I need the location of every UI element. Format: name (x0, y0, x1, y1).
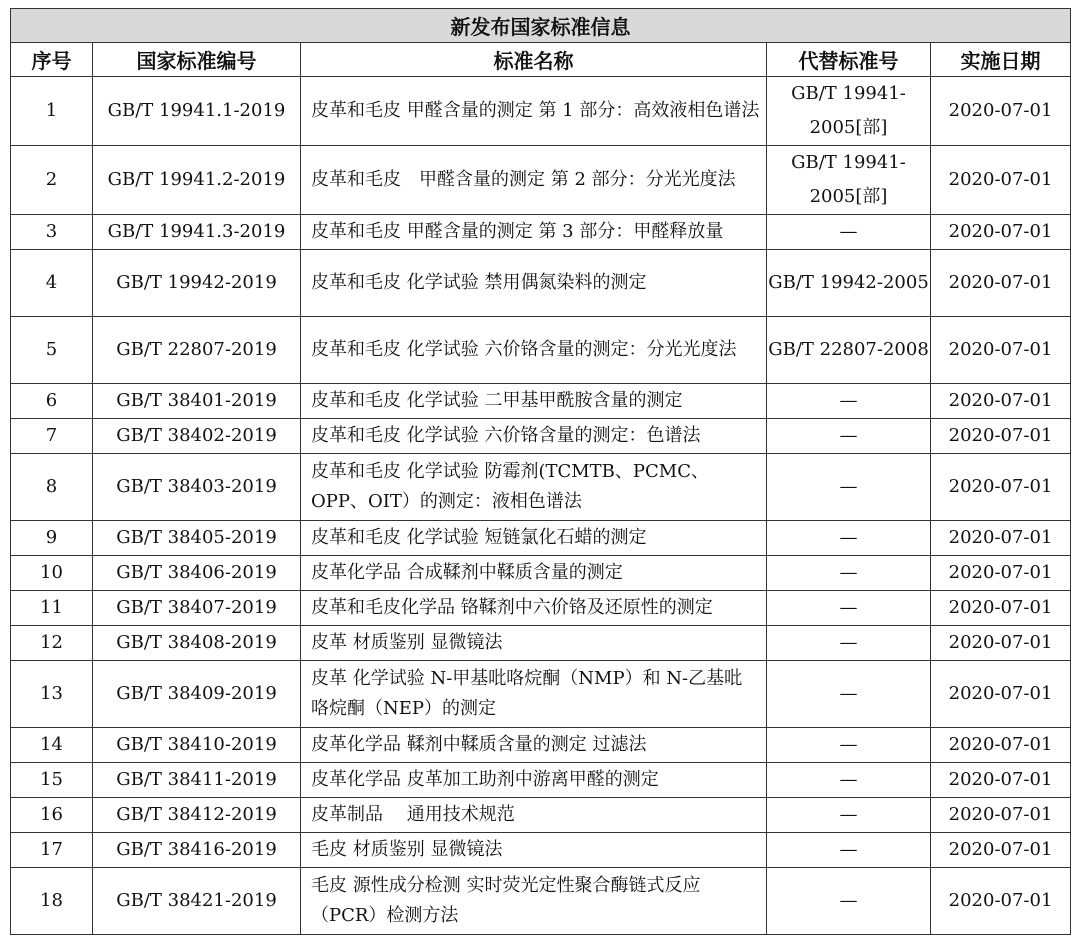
cell-date: 2020-07-01 (931, 215, 1071, 250)
cell-date: 2020-07-01 (931, 384, 1071, 419)
table-row (11, 763, 1071, 798)
table-row (11, 798, 1071, 833)
cell-code: GB/T 38409-2019 (93, 661, 301, 728)
cell-name: 皮革化学品 皮革加工助剂中游离甲醛的测定 (301, 763, 767, 798)
cell-date: 2020-07-01 (931, 798, 1071, 833)
cell-seq: 3 (11, 215, 93, 250)
cell-code: GB/T 38403-2019 (93, 454, 301, 521)
table-row (11, 556, 1071, 591)
cell-seq: 2 (11, 146, 93, 215)
cell-name: 皮革化学品 合成鞣剂中鞣质含量的测定 (301, 556, 767, 591)
table-row (11, 215, 1071, 250)
cell-date: 2020-07-01 (931, 833, 1071, 868)
table-row (11, 833, 1071, 868)
cell-code: GB/T 19941.1-2019 (93, 77, 301, 146)
cell-name: 皮革和毛皮 化学试验 六价铬含量的测定：分光光度法 (301, 317, 767, 384)
cell-date: 2020-07-01 (931, 626, 1071, 661)
cell-replace: GB/T 22807-2008 (767, 317, 931, 384)
cell-replace: — (767, 384, 931, 419)
cell-replace: — (767, 556, 931, 591)
cell-name: 皮革制品 通用技术规范 (301, 798, 767, 833)
cell-code: GB/T 38401-2019 (93, 384, 301, 419)
cell-date: 2020-07-01 (931, 146, 1071, 215)
cell-replace: — (767, 626, 931, 661)
cell-seq: 5 (11, 317, 93, 384)
table-row (11, 250, 1071, 317)
cell-name: 皮革和毛皮 化学试验 禁用偶氮染料的测定 (301, 250, 767, 317)
table-row (11, 868, 1071, 935)
cell-replace: — (767, 763, 931, 798)
header-name: 标准名称 (301, 43, 767, 77)
cell-name: 毛皮 材质鉴别 显微镜法 (301, 833, 767, 868)
cell-seq: 17 (11, 833, 93, 868)
cell-code: GB/T 19942-2019 (93, 250, 301, 317)
cell-replace: — (767, 798, 931, 833)
cell-seq: 8 (11, 454, 93, 521)
cell-seq: 13 (11, 661, 93, 728)
table-row (11, 77, 1071, 146)
cell-date: 2020-07-01 (931, 763, 1071, 798)
standards-table-container (10, 8, 1070, 935)
cell-date: 2020-07-01 (931, 250, 1071, 317)
cell-seq: 16 (11, 798, 93, 833)
cell-replace: — (767, 521, 931, 556)
cell-date: 2020-07-01 (931, 77, 1071, 146)
cell-name: 皮革和毛皮化学品 铬鞣剂中六价铬及还原性的测定 (301, 591, 767, 626)
cell-code: GB/T 38411-2019 (93, 763, 301, 798)
cell-seq: 10 (11, 556, 93, 591)
cell-name: 皮革和毛皮 化学试验 短链氯化石蜡的测定 (301, 521, 767, 556)
cell-name: 皮革和毛皮 甲醛含量的测定 第 3 部分：甲醛释放量 (301, 215, 767, 250)
table-row (11, 384, 1071, 419)
cell-code: GB/T 38408-2019 (93, 626, 301, 661)
cell-name: 毛皮 源性成分检测 实时荧光定性聚合酶链式反应（PCR）检测方法 (301, 868, 767, 935)
cell-seq: 15 (11, 763, 93, 798)
cell-code: GB/T 19941.3-2019 (93, 215, 301, 250)
cell-date: 2020-07-01 (931, 591, 1071, 626)
cell-code: GB/T 38416-2019 (93, 833, 301, 868)
cell-code: GB/T 22807-2019 (93, 317, 301, 384)
cell-replace: — (767, 728, 931, 763)
cell-replace: — (767, 215, 931, 250)
cell-name: 皮革和毛皮 化学试验 防霉剂(TCMTB、PCMC、OPP、OIT）的测定：液相色谱法 (301, 454, 767, 521)
cell-seq: 4 (11, 250, 93, 317)
cell-name: 皮革 材质鉴别 显微镜法 (301, 626, 767, 661)
table-row (11, 419, 1071, 454)
cell-seq: 12 (11, 626, 93, 661)
cell-date: 2020-07-01 (931, 521, 1071, 556)
table-row (11, 521, 1071, 556)
cell-code: GB/T 38402-2019 (93, 419, 301, 454)
table-row (11, 146, 1071, 215)
cell-seq: 14 (11, 728, 93, 763)
cell-replace: — (767, 868, 931, 935)
cell-seq: 9 (11, 521, 93, 556)
cell-replace: — (767, 833, 931, 868)
cell-date: 2020-07-01 (931, 556, 1071, 591)
cell-name: 皮革和毛皮 甲醛含量的测定 第 1 部分：高效液相色谱法 (301, 77, 767, 146)
cell-replace: — (767, 454, 931, 521)
cell-seq: 7 (11, 419, 93, 454)
standards-table (10, 8, 1071, 935)
cell-code: GB/T 38410-2019 (93, 728, 301, 763)
header-date: 实施日期 (931, 43, 1071, 77)
cell-name: 皮革和毛皮 化学试验 二甲基甲酰胺含量的测定 (301, 384, 767, 419)
cell-name: 皮革化学品 鞣剂中鞣质含量的测定 过滤法 (301, 728, 767, 763)
cell-name: 皮革 化学试验 N-甲基吡咯烷酮（NMP）和 N-乙基吡咯烷酮（NEP）的测定 (301, 661, 767, 728)
header-code: 国家标准编号 (93, 43, 301, 77)
cell-date: 2020-07-01 (931, 868, 1071, 935)
cell-seq: 1 (11, 77, 93, 146)
cell-replace: — (767, 661, 931, 728)
table-row (11, 317, 1071, 384)
cell-date: 2020-07-01 (931, 661, 1071, 728)
cell-seq: 6 (11, 384, 93, 419)
cell-code: GB/T 38407-2019 (93, 591, 301, 626)
table-row (11, 728, 1071, 763)
header-replace: 代替标准号 (767, 43, 931, 77)
cell-code: GB/T 38421-2019 (93, 868, 301, 935)
cell-replace: GB/T 19941-2005[部] (767, 77, 931, 146)
table-row (11, 591, 1071, 626)
table-row (11, 661, 1071, 728)
header-seq: 序号 (11, 43, 93, 77)
cell-code: GB/T 38405-2019 (93, 521, 301, 556)
cell-date: 2020-07-01 (931, 419, 1071, 454)
cell-code: GB/T 38412-2019 (93, 798, 301, 833)
cell-replace: GB/T 19942-2005 (767, 250, 931, 317)
cell-date: 2020-07-01 (931, 728, 1071, 763)
table-row (11, 626, 1071, 661)
cell-replace: GB/T 19941-2005[部] (767, 146, 931, 215)
cell-name: 皮革和毛皮 化学试验 六价铬含量的测定：色谱法 (301, 419, 767, 454)
cell-name: 皮革和毛皮 甲醛含量的测定 第 2 部分：分光光度法 (301, 146, 767, 215)
cell-code: GB/T 19941.2-2019 (93, 146, 301, 215)
cell-date: 2020-07-01 (931, 317, 1071, 384)
table-row (11, 454, 1071, 521)
header-row (11, 43, 1071, 77)
table-title: 新发布国家标准信息 (11, 9, 1071, 43)
cell-date: 2020-07-01 (931, 454, 1071, 521)
cell-seq: 18 (11, 868, 93, 935)
cell-replace: — (767, 419, 931, 454)
cell-seq: 11 (11, 591, 93, 626)
cell-code: GB/T 38406-2019 (93, 556, 301, 591)
cell-replace: — (767, 591, 931, 626)
